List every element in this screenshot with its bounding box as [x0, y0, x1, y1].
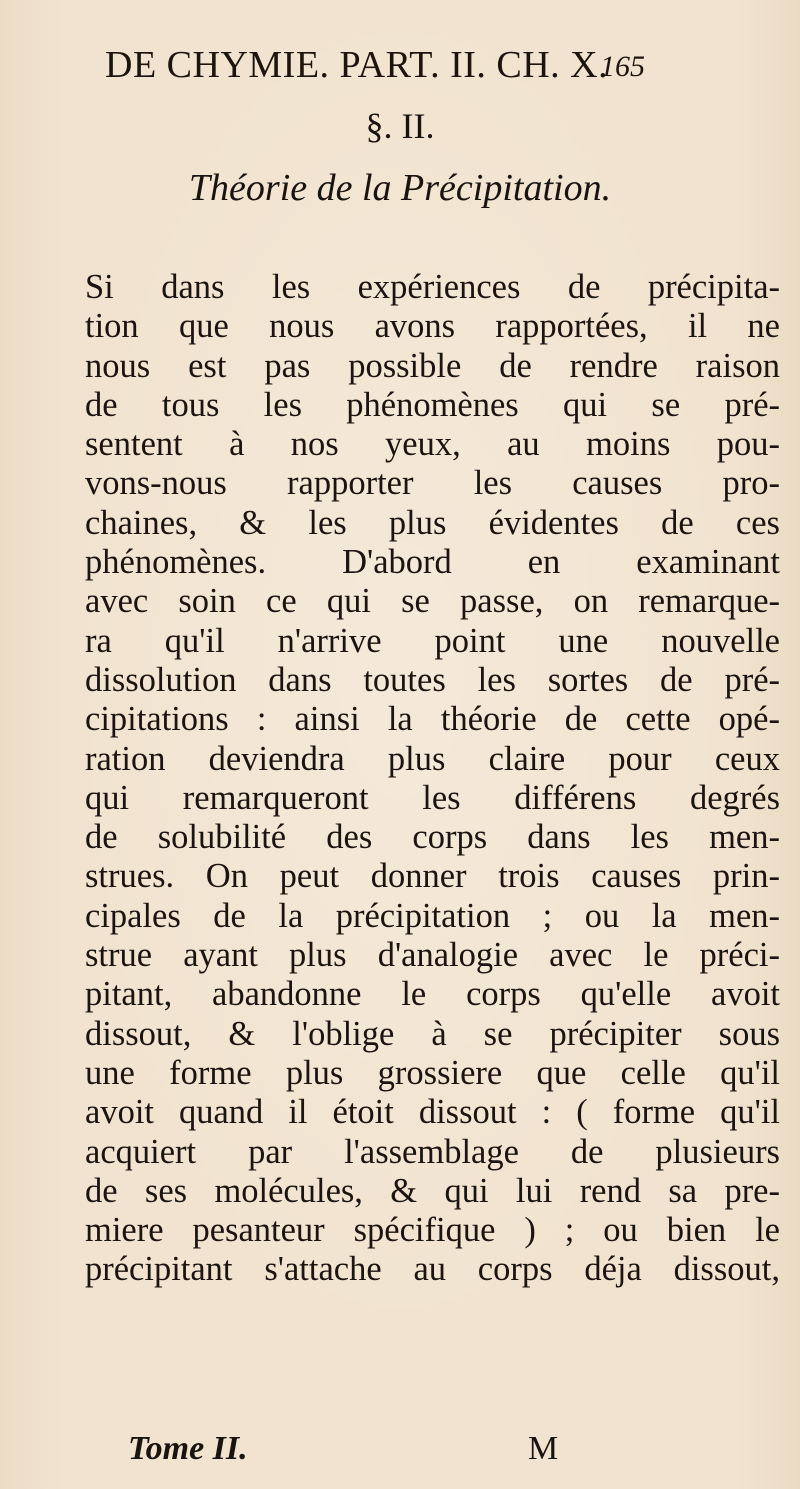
- signature-line: [0, 1427, 800, 1471]
- text-line: ration deviendra plus claire pour ceux: [85, 739, 780, 778]
- text-line: avec soin ce qui se passe, on remarque-: [85, 582, 780, 621]
- text-line: de tous les phénomènes qui se pré-: [85, 385, 780, 424]
- text-line: une forme plus grossiere que celle qu'il: [85, 1053, 780, 1092]
- running-head: [0, 40, 800, 90]
- page-number: 165: [600, 50, 645, 83]
- volume-mark: Tome II.: [128, 1430, 248, 1467]
- text-line: sentent à nos yeux, au moins pou-: [85, 425, 780, 464]
- text-line: tion que nous avons rapportées, il ne: [85, 307, 780, 346]
- text-line: acquiert par l'assemblage de plusieurs: [85, 1132, 780, 1171]
- text-line: Si dans les expériences de précipita-: [85, 268, 780, 306]
- text-line: précipitant s'attache au corps déja dissout,: [85, 1250, 780, 1289]
- text-line: vons-nous rapporter les causes pro-: [85, 464, 780, 503]
- text-line: de solubilité des corps dans les men-: [85, 818, 780, 857]
- text-line: dissout, & l'oblige à se précipiter sous: [85, 1014, 780, 1053]
- text-line: dissolution dans toutes les sortes de pré-: [85, 660, 780, 699]
- signature-mark: M: [528, 1430, 559, 1467]
- text-line: ra qu'il n'arrive point une nouvelle: [85, 621, 780, 660]
- body-text: [85, 268, 780, 1290]
- section-number: §. II.: [365, 106, 435, 146]
- text-line: cipitations : ainsi la théorie de cette opé-: [85, 700, 780, 739]
- running-head-title: DE CHYMIE. PART. II. CH. X.: [105, 44, 609, 86]
- text-line: miere pesanteur spécifique ) ; ou bien le: [85, 1211, 780, 1250]
- section-title: Théorie de la Précipitation.: [188, 167, 612, 209]
- text-line: strues. On peut donner trois causes prin-: [85, 857, 780, 896]
- text-line: de ses molécules, & qui lui rend sa pre-: [85, 1171, 780, 1210]
- text-line: pitant, abandonne le corps qu'elle avoit: [85, 975, 780, 1014]
- text-line: avoit quand il étoit dissout : ( forme qu'il: [85, 1093, 780, 1132]
- text-line: cipales de la précipitation ; ou la men-: [85, 896, 780, 935]
- text-line: chaines, & les plus évidentes de ces: [85, 503, 780, 542]
- text-line: nous est pas possible de rendre raison: [85, 346, 780, 385]
- text-line: phénomènes. D'abord en examinant: [85, 543, 780, 582]
- text-line: strue ayant plus d'analogie avec le préci-: [85, 936, 780, 975]
- text-line: qui remarqueront les différens degrés: [85, 778, 780, 817]
